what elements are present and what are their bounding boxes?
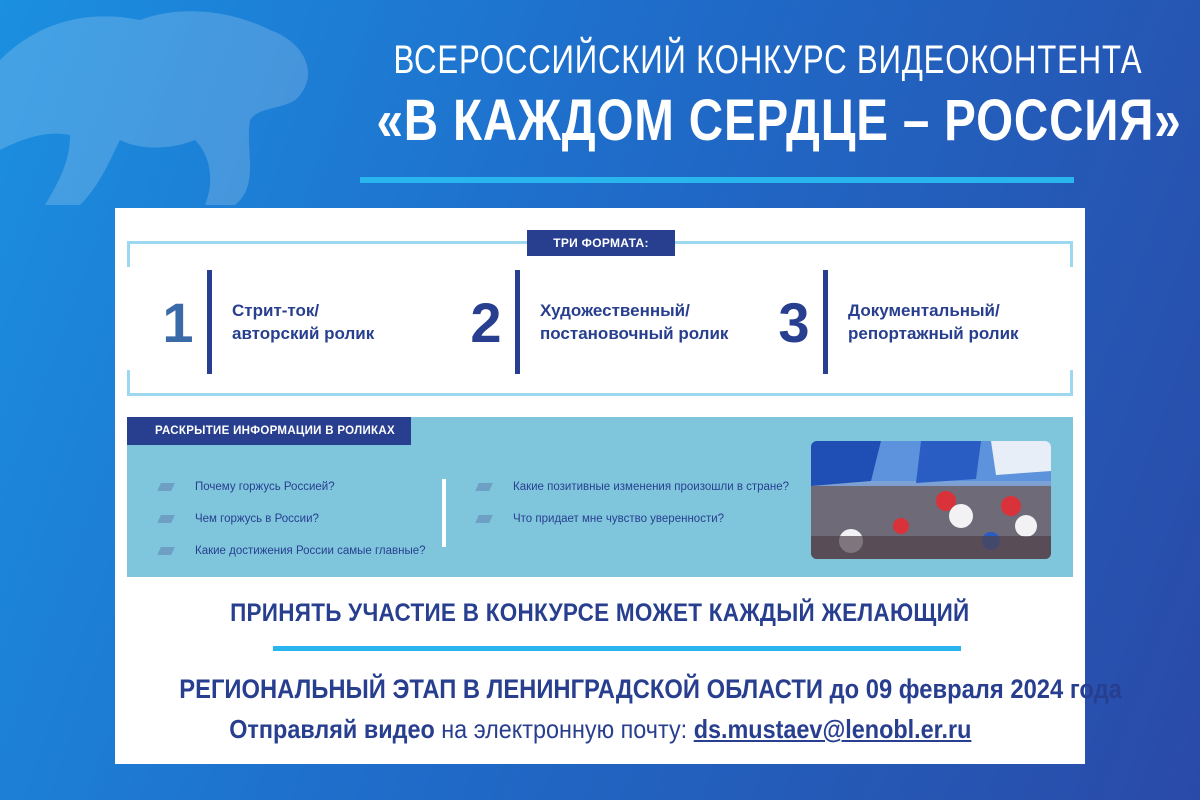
format-item <box>153 270 374 374</box>
format-title: Документальный/ <box>848 301 1000 320</box>
format-subtitle: репортажный ролик <box>848 324 1019 343</box>
bullet-icon <box>157 515 175 523</box>
regional-deadline: РЕГИОНАЛЬНЫЙ ЭТАП В ЛЕНИНГРАДСКОЙ ОБЛАСТИ до 09 февраля 2024 года <box>179 674 1122 704</box>
format-title: Стрит-ток/ <box>232 301 320 320</box>
email-link[interactable]: ds.mustaev@lenobl.er.ru <box>693 714 972 744</box>
format-subtitle: авторский ролик <box>232 324 375 343</box>
submission-instructions <box>115 714 1085 745</box>
bullet-icon <box>157 547 175 555</box>
question-item: Чем горжусь в России? <box>159 513 319 525</box>
formats-label: ТРИ ФОРМАТА: <box>527 230 675 256</box>
format-number: 1 <box>162 290 194 354</box>
format-number: 3 <box>778 290 810 354</box>
participation-banner: ПРИНЯТЬ УЧАСТИЕ В КОНКУРСЕ МОЖЕТ КАЖДЫЙ ЖЕЛАЮЩИЙ <box>230 599 970 627</box>
rally-photo-image <box>811 441 1051 559</box>
content-card <box>115 208 1122 764</box>
header-divider <box>360 177 1074 183</box>
question-item: Какие достижения России самые главные? <box>159 545 426 557</box>
header-title: «В КАЖДОМ СЕРДЦЕ – РОССИЯ» <box>376 88 1182 153</box>
question-item: Какие позитивные изменения произошли в стране? <box>477 481 789 493</box>
send-label-bold: Отправляй видео <box>228 714 435 744</box>
header-subtitle: ВСЕРОССИЙСКИЙ КОНКУРС ВИДЕОКОНТЕНТА <box>393 38 1143 82</box>
bullet-icon <box>475 515 493 523</box>
send-label-rest: на электронную почту: <box>434 714 694 744</box>
question-item: Что придает мне чувство уверенности? <box>477 513 724 525</box>
header <box>300 38 1182 154</box>
format-item <box>769 270 1019 374</box>
question-item: Почему горжусь Россией? <box>159 481 335 493</box>
disclosure-panel <box>127 417 1073 577</box>
rally-photo <box>811 441 1051 559</box>
bullet-icon <box>157 483 175 491</box>
format-title: Художественный/ <box>540 301 690 320</box>
format-subtitle: постановочный ролик <box>540 324 729 343</box>
cta-divider <box>273 646 961 651</box>
panel-divider <box>442 479 446 547</box>
disclosure-label: РАСКРЫТИЕ ИНФОРМАЦИИ В РОЛИКАХ <box>127 417 411 445</box>
format-item <box>461 270 728 374</box>
bullet-icon <box>475 483 493 491</box>
bear-emblem-icon <box>0 0 330 215</box>
format-number: 2 <box>470 290 502 354</box>
